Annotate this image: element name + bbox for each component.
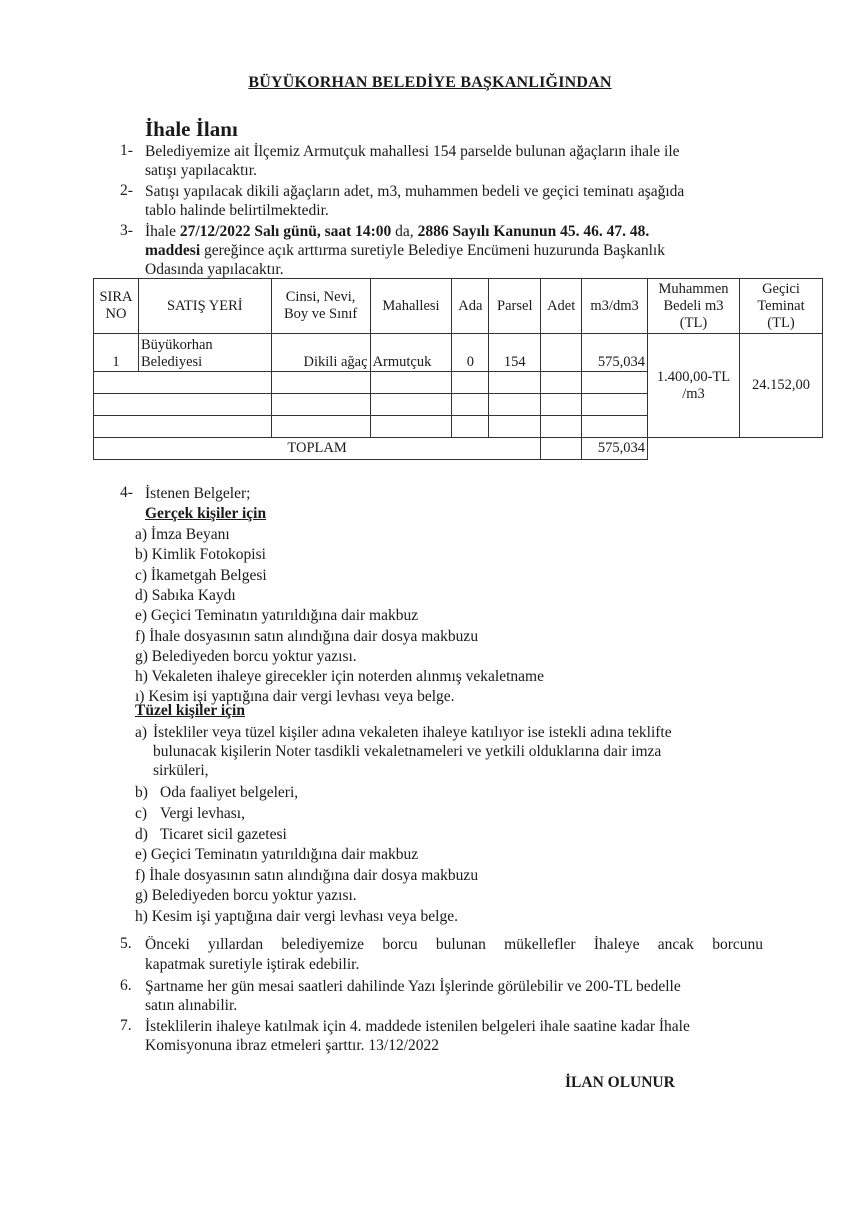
tuzel-item: f) İhale dosyasının satın alındığına dair dosya makbuzu [135,866,479,884]
gercek-item: f) İhale dosyasının satın alındığına dair dosya makbuzu [135,627,479,645]
tuzel-item: e) Geçici Teminatın yatırıldığına dair makbuz [135,846,419,863]
gercek-item: g) Belediyeden borcu yoktur yazısı. [135,647,357,665]
tuzel-item-text: Ticaret sicil gazetesi [160,826,287,843]
item-5-line-1: Önceki yıllardan belediyemize borcu bulunan mükellefler İhaleye ancak borcunu [145,936,763,953]
tuzel-heading: Tüzel kişiler için [135,702,245,719]
item-1-line-1: Belediyemize ait İlçemiz Armutçuk mahallesi 154 parselde bulunan ağaçların ihale ile [145,143,680,160]
header-parsel: Parsel [489,279,541,334]
table-header-row [94,279,823,334]
item-4-number: 4- [120,484,133,501]
item-3-line-3: Odasında yapılacaktır. [145,261,284,278]
header-m3: m3/dm3 [582,279,648,334]
gercek-item: d) Sabıka Kaydı [135,586,236,604]
gercek-item: a) İmza Beyanı [135,526,230,543]
tuzel-item: g) Belediyeden borcu yoktur yazısı. [135,887,357,904]
header-satis-yeri: SATIŞ YERİ [138,279,271,334]
item-2-line-2: tablo halinde belirtilmektedir. [145,202,329,219]
cell-ada: 0 [452,334,489,372]
item-2-number: 2- [120,182,133,199]
item-1-number: 1- [120,142,133,159]
cell-satis-yeri: Büyükorhan Belediyesi [138,334,271,372]
item-6-line-2: satın alınabilir. [145,997,238,1014]
gercek-item: e) Geçici Teminatın yatırıldığına dair makbuz [135,607,419,625]
item-6-number: 6. [120,977,132,994]
item-7-line-2: Komisyonuna ibraz etmeleri şarttır. 13/12/2022 [145,1037,440,1054]
header-gecici: Geçici Teminat (TL) [739,279,822,334]
gercek-item: b) Kimlik Fotokopisi [135,546,266,564]
gercek-heading: Gerçek kişiler için [145,505,267,522]
page-title: BÜYÜKORHAN BELEDİYE BAŞKANLIĞINDAN [248,74,612,91]
cell-sira: 1 [94,334,139,372]
tuzel-item-label: c) [135,805,148,822]
item-2-line-1: Satışı yapılacak dikili ağaçların adet, m3, muhammen bedeli ve geçici teminatı aşağıda [145,183,685,200]
closing-text: İLAN OLUNUR [565,1074,675,1091]
header-sira: SIRA NO [94,279,139,334]
tuzel-item-text: Oda faaliyet belgeleri, [160,784,299,801]
documents-heading: İstenen Belgeler; [145,485,251,502]
tuzel-item-label: b) [135,784,148,801]
tuzel-item-label: d) [135,826,148,843]
item-7-number: 7. [120,1017,132,1034]
header-adet: Adet [541,279,582,334]
cell-cinsi: Dikili ağaç [271,334,370,372]
item-3-line-1: İhale 27/12/2022 Salı günü, saat 14:00 da, 2886 Sayılı Kanunun 45. 46. 47. 48. [145,223,650,240]
tuzel-item-text: Vergi levhası, [160,805,245,822]
gercek-item: h) Vekaleten ihaleye girecekler için noterden alınmış vekaletname [135,668,544,686]
cell-m3: 575,034 [582,334,648,372]
item-7-line-1: İsteklilerin ihaleye katılmak için 4. maddede istenilen belgeleri ihale saatine kadar İhale [145,1018,690,1035]
header-muhammen: Muhammen Bedeli m3 (TL) [648,279,740,334]
item-3-line-2: maddesi gereğince açık arttırma suretiyle Belediye Encümeni huzurunda Başkanlık [145,242,665,259]
tuzel-a-label: a) [135,724,148,741]
gercek-item: ı) Kesim işi yaptığına dair vergi levhası veya belge. [135,688,455,706]
tender-table [93,278,823,460]
header-cinsi: Cinsi, Nevi, Boy ve Sınıf [271,279,370,334]
item-1-line-2: satışı yapılacaktır. [145,162,257,179]
total-value: 575,034 [582,438,648,460]
total-label: TOPLAM [94,438,541,460]
tuzel-a-line-1: İstekliler veya tüzel kişiler adına vekaleten ihaleye katılıyor ise istekli adına teklifte [153,724,672,741]
table-total-row [94,438,823,460]
notice-title: İhale İlanı [145,117,238,141]
item-3-number: 3- [120,222,133,239]
header-ada: Ada [452,279,489,334]
tuzel-a-line-2: bulunacak kişilerin Noter tasdikli vekaletnameleri ve yetkili olduklarına dair imza [153,743,662,760]
gercek-item: c) İkametgah Belgesi [135,566,267,584]
header-mahallesi: Mahallesi [370,279,452,334]
tuzel-item: h) Kesim işi yaptığına dair vergi levhası veya belge. [135,907,458,925]
tuzel-a-line-3: sirküleri, [153,762,209,779]
cell-adet [541,334,582,372]
cell-mahallesi: Armutçuk [370,334,452,372]
cell-muhammen: 1.400,00-TL /m3 [648,334,740,438]
item-5-number: 5. [120,935,132,952]
item-6-line-1: Şartname her gün mesai saatleri dahilinde Yazı İşlerinde görülebilir ve 200-TL bedelle [145,978,681,995]
cell-parsel: 154 [489,334,541,372]
table-row [94,334,823,372]
item-5-line-2: kapatmak suretiyle iştirak edebilir. [145,956,360,973]
cell-gecici: 24.152,00 [739,334,822,438]
